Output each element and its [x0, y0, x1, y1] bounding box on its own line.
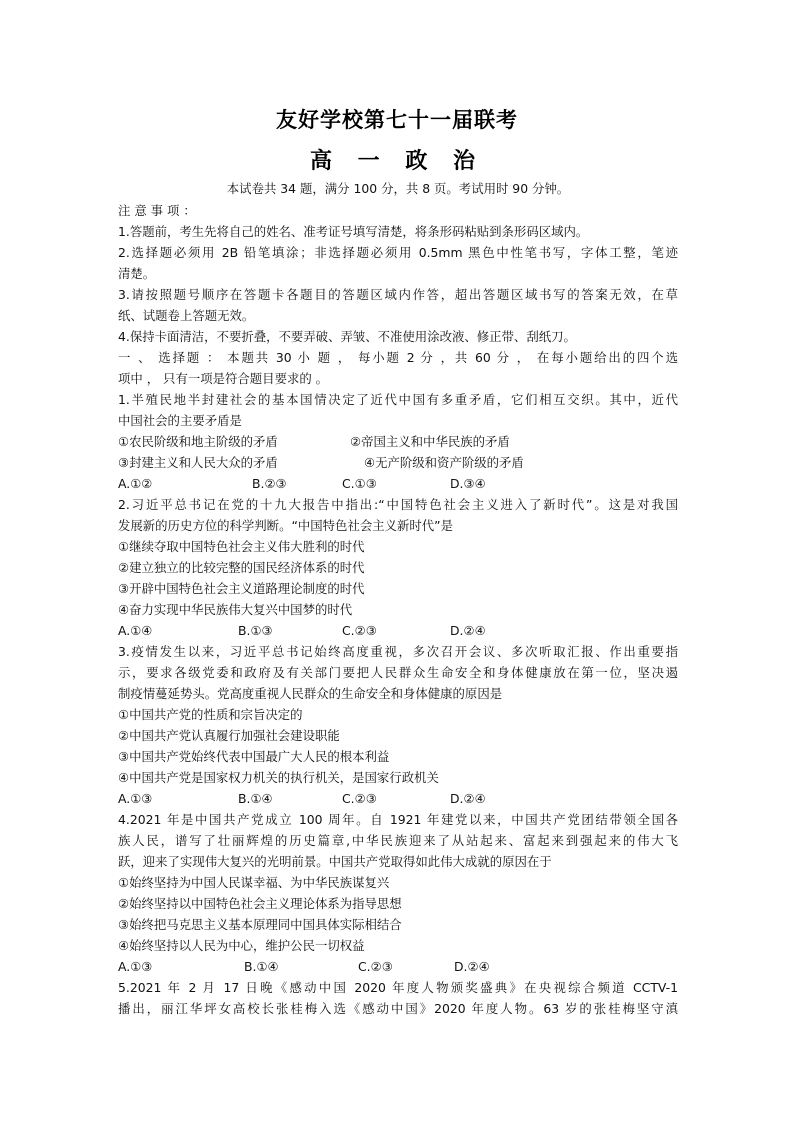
statement-item: ①农民阶级和地主阶级的矛盾: [118, 434, 278, 449]
answer-choice-b: B.①④: [238, 791, 273, 806]
answer-choice-d: D.②④: [454, 959, 490, 974]
answer-choice-d: D.②④: [450, 791, 486, 806]
statement-item: ①中国共产党的性质和宗旨决定的: [118, 707, 303, 722]
statement-item: ②始终坚持以中国特色社会主义理论体系为指导思想: [118, 896, 402, 911]
question-stem: 示，要求各级党委和政府及有关部门要把人民群众生命安全和身体健康放在第一位，坚决遏: [118, 665, 678, 680]
exam-info: 本试卷共 34 题，满分 100 分，共 8 页。考试用时 90 分钟。: [226, 181, 570, 196]
answer-choice-b: B.②③: [252, 476, 287, 491]
choice-row: [118, 791, 678, 807]
statement-item: ④奋力实现中华民族伟大复兴中国梦的时代: [118, 602, 353, 617]
section-line: 一 、 选择题 ： 本题共 30 小 题 ， 每小题 2 分 ，共 60 分 ， 在每小题给出的四个选: [118, 350, 678, 365]
answer-choice-a: A.①②: [118, 476, 153, 491]
question-stem: 跃，迎来了实现伟大复兴的光明前景。中国共产党取得如此伟大成就的原因在于: [118, 854, 552, 869]
statement-item: ④始终坚持以人民为中心，维护公民一切权益: [118, 938, 365, 953]
question-stem: 族人民，谱写了壮丽辉煌的历史篇章,中华民族迎来了从站起来、富起来到强起来的伟大飞: [118, 833, 678, 848]
question-stem: 1.半殖民地半封建社会的基本国情决定了近代中国有多重矛盾，它们相互交织。其中，近代: [118, 392, 678, 407]
exam-title: 友好学校第七十一届联考: [276, 107, 518, 132]
notice-line: 3.请按照题号顺序在答题卡各题目的答题区域内作答，超出答题区域书写的答案无效，在草: [118, 287, 678, 302]
question-stem: 5.2021 年 2 月 17 日晚《感动中国 2020 年度人物颁奖盛典》在央视综合频道 CCTV-1: [118, 980, 678, 995]
notice-line: 2.选择题必须用 2B 铅笔填涂；非选择题必须用 0.5mm 黑色中性笔书写，字体工整，笔迹: [118, 245, 678, 260]
question-stem: 发展新的历史方位的科学判断。“中国特色社会主义新时代”是: [118, 518, 453, 533]
question-stem: 2.习近平总书记在党的十九大报告中指出:“中国特色社会主义进入了新时代”。这是对我国: [118, 497, 678, 512]
answer-choice-d: D.③④: [450, 476, 486, 491]
statement-item: ④无产阶级和资产阶级的矛盾: [364, 455, 524, 470]
answer-choice-b: B.①③: [238, 623, 273, 638]
statement-item: ②建立独立的比较完整的国民经济体系的时代: [118, 560, 365, 575]
question-stem: 中国社会的主要矛盾是: [118, 413, 242, 428]
statement-item: ②中国共产党认真履行加强社会建设职能: [118, 728, 340, 743]
answer-choice-a: A.①③: [118, 959, 153, 974]
statement-item: ④中国共产党是国家权力机关的执行机关，是国家行政机关: [118, 770, 439, 785]
answer-choice-b: B.①④: [244, 959, 279, 974]
statement-item: ③中国共产党始终代表中国最广大人民的根本利益: [118, 749, 390, 764]
subject-title: 高 一 政 治: [310, 148, 484, 174]
answer-choice-d: D.②④: [450, 623, 486, 638]
statement-item: ③开辟中国特色社会主义道路理论制度的时代: [118, 581, 365, 596]
section-line: 项中 ， 只有一项是符合题目要求的 。: [118, 371, 329, 386]
notice-line: 纸、试题卷上答题无效。: [118, 308, 255, 323]
statement-item: ③封建主义和人民大众的矛盾: [118, 455, 278, 470]
statement-item: ②帝国主义和中华民族的矛盾: [350, 434, 510, 449]
notice-line: 4.保持卡面清洁，不要折叠，不要弄破、弄皱、不准使用涂改液、修正带、刮纸刀。: [118, 329, 576, 344]
question-stem: 4.2021 年是中国共产党成立 100 周年。自 1921 年建党以来，中国共产党团结带领全国各: [118, 812, 678, 827]
answer-choice-a: A.①④: [118, 623, 153, 638]
answer-choice-c: C.②③: [342, 623, 377, 638]
answer-choice-a: A.①③: [118, 791, 153, 806]
notice-line: 清楚。: [118, 266, 156, 281]
choice-row: [118, 959, 678, 975]
item-row: [118, 434, 678, 450]
answer-choice-c: C.②③: [342, 791, 377, 806]
question-stem: 播出，丽江华坪女高校长张桂梅入选《感动中国》2020 年度人物。63 岁的张桂梅坚守滇: [118, 1001, 678, 1016]
question-stem: 制疫情蔓延势头。党高度重视人民群众的生命安全和身体健康的原因是: [118, 686, 503, 701]
answer-choice-c: C.②③: [358, 959, 393, 974]
statement-item: ③始终把马克思主义基本原理同中国具体实际相结合: [118, 917, 402, 932]
item-row: [118, 455, 678, 471]
statement-item: ①继续夺取中国特色社会主义伟大胜利的时代: [118, 539, 365, 554]
notice-line: 1.答题前，考生先将自己的姓名、准考证号填写清楚，将条形码粘贴到条形码区域内。: [118, 224, 589, 239]
answer-choice-c: C.①③: [342, 476, 377, 491]
choice-row: [118, 623, 678, 639]
question-stem: 3.疫情发生以来，习近平总书记始终高度重视，多次召开会议、多次听取汇报、作出重要指: [118, 644, 678, 659]
notice-heading: 注 意 事 项 ：: [118, 203, 196, 218]
choice-row: [118, 476, 678, 492]
statement-item: ①始终坚持为中国人民谋幸福、为中华民族谋复兴: [118, 875, 390, 890]
